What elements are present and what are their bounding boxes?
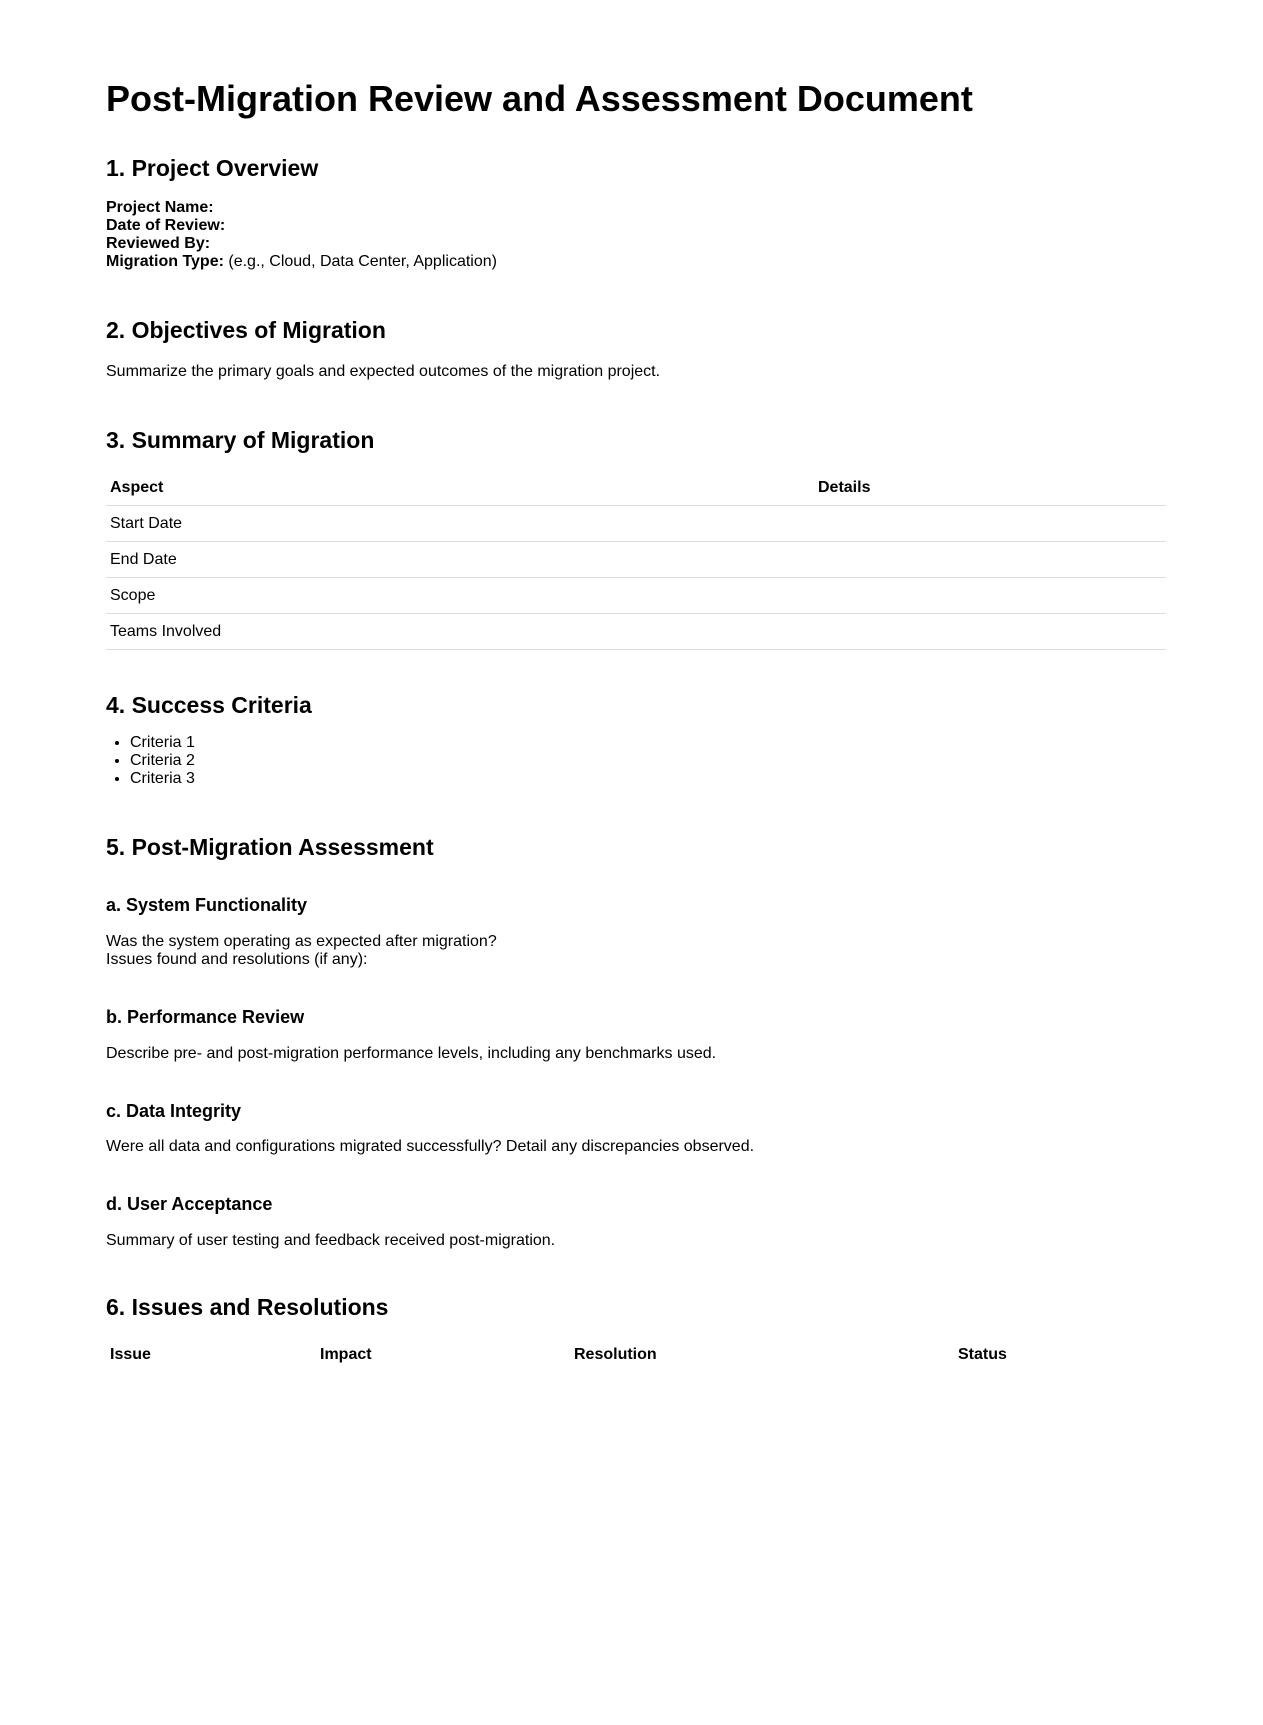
section-issues-resolutions — [106, 1294, 1166, 1373]
field-label: Reviewed By: — [106, 234, 211, 252]
section-assessment — [106, 834, 1166, 1250]
list-item: • Criteria 1 — [130, 734, 1166, 752]
subsection-text: Was the system operating as expected after migration? — [106, 932, 497, 950]
subsection-text: Were all data and configurations migrated successfully? Detail any discrepancies observed. — [106, 1138, 755, 1156]
cell-aspect: Start Date — [106, 506, 814, 542]
subsection-performance-review — [106, 1007, 1166, 1063]
cell-details — [814, 614, 1166, 650]
field-label: Migration Type: — [106, 252, 224, 270]
column-header-impact: Impact — [320, 1345, 372, 1363]
objectives-text: Summarize the primary goals and expected outcomes of the migration project. — [106, 362, 661, 380]
cell-details — [814, 542, 1166, 578]
section-heading: 6. Issues and Resolutions — [106, 1293, 389, 1320]
cell-aspect: End Date — [106, 542, 814, 578]
table-row — [106, 614, 1166, 650]
subsection-user-acceptance — [106, 1194, 1166, 1250]
subsection-heading: a. System Functionality — [106, 895, 308, 916]
section-summary — [106, 427, 1166, 651]
table-row — [106, 578, 1166, 614]
column-header-issue: Issue — [110, 1345, 151, 1363]
column-header-aspect: Aspect — [106, 470, 814, 506]
cell-aspect: Scope — [106, 578, 814, 614]
criteria-list — [106, 734, 1166, 788]
cell-details — [814, 578, 1166, 614]
subsection-heading: d. User Acceptance — [106, 1194, 273, 1215]
field-label: Date of Review: — [106, 216, 226, 234]
section-heading: 4. Success Criteria — [106, 692, 312, 719]
subsection-heading: c. Data Integrity — [106, 1100, 242, 1121]
subsection-text: Issues found and resolutions (if any): — [106, 950, 368, 968]
column-header-resolution: Resolution — [574, 1345, 657, 1363]
section-heading: 1. Project Overview — [106, 155, 319, 182]
cell-aspect: Teams Involved — [106, 614, 814, 650]
field-date-of-review — [106, 217, 1166, 235]
subsection-system-functionality — [106, 895, 1166, 969]
list-item: • Criteria 3 — [130, 770, 1166, 788]
column-header-details: Details — [814, 470, 1166, 506]
field-label: Project Name: — [106, 198, 214, 216]
issues-table — [106, 1337, 1166, 1372]
summary-table — [106, 470, 1166, 650]
subsection-data-integrity — [106, 1101, 1166, 1157]
subsection-text: Describe pre- and post-migration performance levels, including any benchmarks used. — [106, 1044, 717, 1062]
subsection-text: Summary of user testing and feedback received post-migration. — [106, 1231, 556, 1249]
section-heading: 5. Post-Migration Assessment — [106, 833, 434, 860]
list-item: • Criteria 2 — [130, 752, 1166, 770]
section-heading: 2. Objectives of Migration — [106, 316, 386, 343]
section-project-overview — [106, 155, 1166, 271]
section-heading: 3. Summary of Migration — [106, 426, 375, 453]
table-row — [106, 506, 1166, 542]
subsection-heading: b. Performance Review — [106, 1006, 305, 1027]
table-header-row — [106, 470, 1166, 506]
table-row — [106, 542, 1166, 578]
column-header-status: Status — [958, 1345, 1007, 1363]
section-success-criteria — [106, 692, 1166, 788]
field-value: (e.g., Cloud, Data Center, Application) — [223, 252, 497, 270]
field-reviewed-by — [106, 235, 1166, 253]
table-header-row — [106, 1337, 1166, 1372]
field-project-name — [106, 199, 1166, 217]
document-title: Post-Migration Review and Assessment Document — [106, 78, 973, 119]
field-migration-type — [106, 253, 1166, 271]
section-objectives — [106, 317, 1166, 381]
cell-details — [814, 506, 1166, 542]
